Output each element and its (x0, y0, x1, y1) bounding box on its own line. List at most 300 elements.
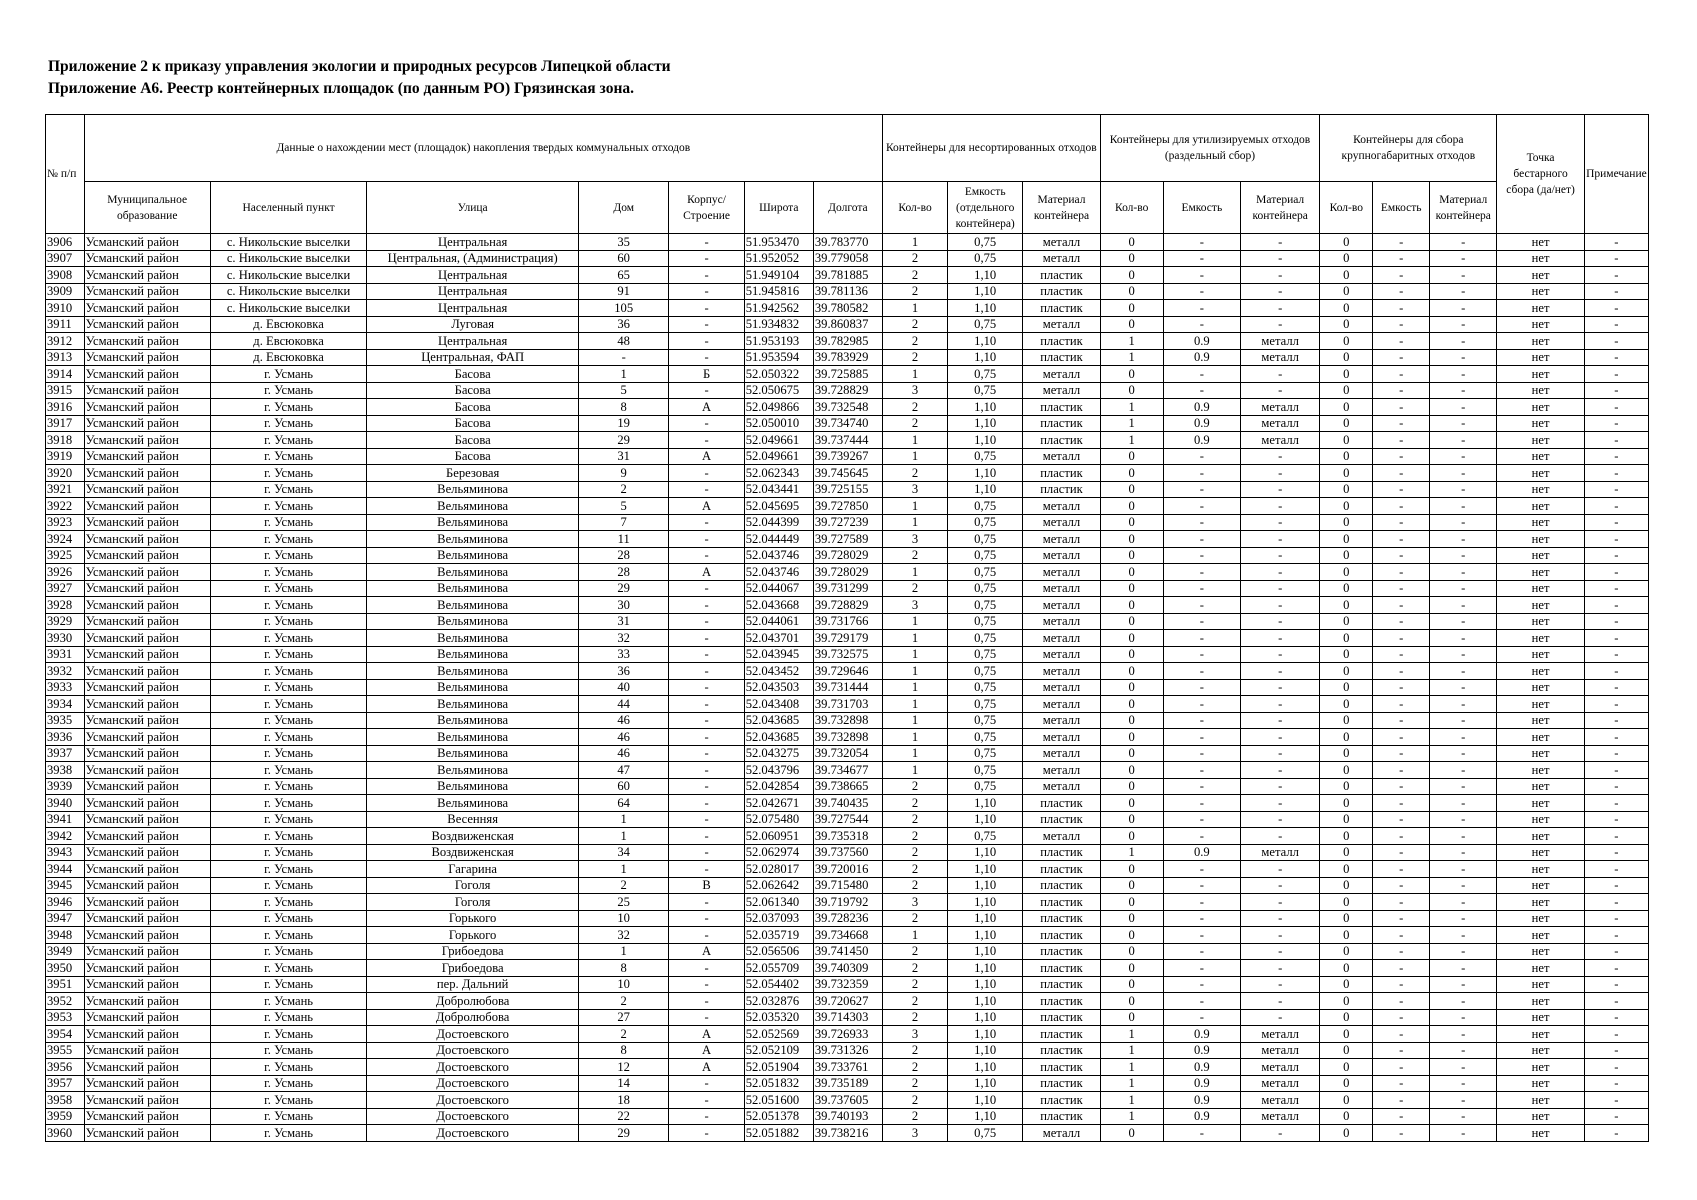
cell-bagless: нет (1497, 1042, 1584, 1059)
cell-bulky-capacity: - (1373, 679, 1430, 696)
cell-unsorted-material: пластик (1023, 795, 1100, 812)
cell-house: 32 (578, 630, 669, 647)
cell-municipality: Усманский район (84, 811, 210, 828)
cell-bagless: нет (1497, 267, 1584, 284)
cell-settlement: г. Усмань (210, 828, 367, 845)
cell-num: 3907 (46, 250, 85, 267)
cell-bulky-count: 0 (1320, 828, 1373, 845)
cell-longitude: 39.720016 (813, 861, 882, 878)
cell-unsorted-capacity: 1,10 (948, 432, 1023, 449)
cell-bulky-material: - (1430, 696, 1497, 713)
cell-municipality: Усманский район (84, 861, 210, 878)
cell-unsorted-capacity: 1,10 (948, 415, 1023, 432)
cell-unsorted-capacity: 0,75 (948, 828, 1023, 845)
cell-bulky-count: 0 (1320, 960, 1373, 977)
cell-bagless: нет (1497, 613, 1584, 630)
cell-unsorted-material: пластик (1023, 877, 1100, 894)
cell-bagless: нет (1497, 762, 1584, 779)
cell-recycled-capacity: 0.9 (1163, 333, 1240, 350)
cell-recycled-capacity: - (1163, 679, 1240, 696)
cell-bagless: нет (1497, 465, 1584, 482)
cell-settlement: г. Усмань (210, 861, 367, 878)
cell-street: Вельяминова (367, 564, 579, 581)
cell-settlement: г. Усмань (210, 663, 367, 680)
cell-unsorted-material: металл (1023, 663, 1100, 680)
cell-street: Басова (367, 366, 579, 383)
cell-unsorted-count: 2 (883, 547, 948, 564)
cell-house: 29 (578, 1125, 669, 1142)
cell-unsorted-capacity: 1,10 (948, 1042, 1023, 1059)
header-bulky-count: Кол-во (1320, 182, 1373, 234)
cell-bulky-count: 0 (1320, 1108, 1373, 1125)
cell-latitude: 52.060951 (744, 828, 813, 845)
cell-unsorted-capacity: 1,10 (948, 943, 1023, 960)
cell-recycled-material: - (1240, 861, 1319, 878)
cell-recycled-material: - (1240, 613, 1319, 630)
table-row (46, 861, 1649, 878)
cell-bagless: нет (1497, 250, 1584, 267)
cell-bagless: нет (1497, 778, 1584, 795)
cell-num: 3949 (46, 943, 85, 960)
cell-municipality: Усманский район (84, 910, 210, 927)
cell-bulky-material: - (1430, 745, 1497, 762)
cell-building: Б (669, 366, 744, 383)
cell-longitude: 39.734677 (813, 762, 882, 779)
cell-unsorted-material: пластик (1023, 894, 1100, 911)
cell-recycled-count: 0 (1100, 498, 1163, 515)
cell-unsorted-material: пластик (1023, 861, 1100, 878)
table-row (46, 1125, 1649, 1142)
cell-settlement: г. Усмань (210, 927, 367, 944)
cell-municipality: Усманский район (84, 745, 210, 762)
table-row (46, 894, 1649, 911)
cell-bulky-count: 0 (1320, 894, 1373, 911)
cell-latitude: 52.043685 (744, 729, 813, 746)
cell-recycled-count: 0 (1100, 547, 1163, 564)
cell-municipality: Усманский район (84, 1108, 210, 1125)
cell-latitude: 51.953470 (744, 234, 813, 251)
cell-recycled-count: 0 (1100, 696, 1163, 713)
cell-note: - (1584, 745, 1648, 762)
cell-bagless: нет (1497, 547, 1584, 564)
table-row (46, 1059, 1649, 1076)
cell-longitude: 39.728029 (813, 547, 882, 564)
cell-unsorted-capacity: 1,10 (948, 927, 1023, 944)
cell-bulky-count: 0 (1320, 630, 1373, 647)
cell-recycled-capacity: 0.9 (1163, 1026, 1240, 1043)
cell-latitude: 52.075480 (744, 811, 813, 828)
cell-bulky-material: - (1430, 349, 1497, 366)
table-row (46, 910, 1649, 927)
cell-bulky-count: 0 (1320, 613, 1373, 630)
cell-unsorted-material: пластик (1023, 481, 1100, 498)
cell-settlement: с. Никольские выселки (210, 234, 367, 251)
cell-unsorted-capacity: 1,10 (948, 283, 1023, 300)
cell-bulky-material: - (1430, 1075, 1497, 1092)
cell-house: 2 (578, 877, 669, 894)
cell-building: - (669, 333, 744, 350)
cell-unsorted-material: металл (1023, 448, 1100, 465)
cell-building: - (669, 778, 744, 795)
cell-note: - (1584, 349, 1648, 366)
cell-bulky-count: 0 (1320, 564, 1373, 581)
cell-unsorted-capacity: 0,75 (948, 531, 1023, 548)
table-row (46, 795, 1649, 812)
cell-building: - (669, 465, 744, 482)
cell-recycled-capacity: - (1163, 630, 1240, 647)
cell-recycled-capacity: - (1163, 811, 1240, 828)
cell-longitude: 39.727544 (813, 811, 882, 828)
cell-bulky-count: 0 (1320, 712, 1373, 729)
cell-unsorted-count: 2 (883, 580, 948, 597)
cell-street: Вельяминова (367, 696, 579, 713)
cell-latitude: 52.062642 (744, 877, 813, 894)
cell-recycled-count: 1 (1100, 399, 1163, 416)
table-row (46, 696, 1649, 713)
cell-street: Достоевского (367, 1092, 579, 1109)
cell-recycled-material: металл (1240, 844, 1319, 861)
cell-bulky-material: - (1430, 1009, 1497, 1026)
cell-unsorted-capacity: 1,10 (948, 795, 1023, 812)
cell-recycled-material: металл (1240, 1075, 1319, 1092)
cell-settlement: г. Усмань (210, 960, 367, 977)
cell-note: - (1584, 844, 1648, 861)
cell-bulky-count: 0 (1320, 910, 1373, 927)
cell-bagless: нет (1497, 432, 1584, 449)
cell-municipality: Усманский район (84, 877, 210, 894)
cell-longitude: 39.783929 (813, 349, 882, 366)
cell-recycled-count: 0 (1100, 877, 1163, 894)
cell-building: - (669, 762, 744, 779)
cell-longitude: 39.732359 (813, 976, 882, 993)
cell-bulky-material: - (1430, 547, 1497, 564)
cell-unsorted-material: пластик (1023, 1042, 1100, 1059)
cell-bulky-material: - (1430, 762, 1497, 779)
header-bulky-group: Контейнеры для сбора крупногабаритных отходов (1320, 115, 1497, 182)
cell-bulky-capacity: - (1373, 910, 1430, 927)
cell-recycled-capacity: - (1163, 762, 1240, 779)
cell-unsorted-material: пластик (1023, 1059, 1100, 1076)
header-unsorted-count: Кол-во (883, 182, 948, 234)
cell-recycled-capacity: 0.9 (1163, 1042, 1240, 1059)
cell-note: - (1584, 432, 1648, 449)
cell-unsorted-count: 1 (883, 630, 948, 647)
cell-street: Вельяминова (367, 514, 579, 531)
cell-bulky-material: - (1430, 910, 1497, 927)
cell-bulky-material: - (1430, 580, 1497, 597)
cell-house: 31 (578, 448, 669, 465)
cell-unsorted-count: 3 (883, 382, 948, 399)
cell-settlement: г. Усмань (210, 580, 367, 597)
cell-num: 3912 (46, 333, 85, 350)
cell-bulky-count: 0 (1320, 432, 1373, 449)
cell-house: 5 (578, 498, 669, 515)
cell-bulky-count: 0 (1320, 234, 1373, 251)
cell-longitude: 39.720627 (813, 993, 882, 1010)
cell-recycled-capacity: 0.9 (1163, 432, 1240, 449)
cell-street: Гоголя (367, 877, 579, 894)
header-bulky-material: Материал контейнера (1430, 182, 1497, 234)
cell-recycled-material: - (1240, 679, 1319, 696)
cell-building: А (669, 943, 744, 960)
cell-bagless: нет (1497, 960, 1584, 977)
cell-municipality: Усманский район (84, 399, 210, 416)
cell-municipality: Усманский район (84, 382, 210, 399)
cell-bulky-count: 0 (1320, 993, 1373, 1010)
cell-house: 60 (578, 250, 669, 267)
cell-bulky-count: 0 (1320, 382, 1373, 399)
cell-bulky-material: - (1430, 333, 1497, 350)
cell-bulky-capacity: - (1373, 943, 1430, 960)
cell-recycled-count: 0 (1100, 910, 1163, 927)
cell-unsorted-capacity: 1,10 (948, 976, 1023, 993)
cell-recycled-count: 0 (1100, 597, 1163, 614)
table-row (46, 580, 1649, 597)
cell-longitude: 39.738216 (813, 1125, 882, 1142)
cell-recycled-capacity: - (1163, 696, 1240, 713)
cell-recycled-capacity: - (1163, 960, 1240, 977)
cell-street: Достоевского (367, 1059, 579, 1076)
cell-longitude: 39.781136 (813, 283, 882, 300)
cell-recycled-material: - (1240, 877, 1319, 894)
cell-settlement: г. Усмань (210, 894, 367, 911)
cell-bulky-material: - (1430, 679, 1497, 696)
cell-settlement: г. Усмань (210, 1042, 367, 1059)
cell-bulky-capacity: - (1373, 696, 1430, 713)
cell-recycled-capacity: - (1163, 646, 1240, 663)
cell-num: 3937 (46, 745, 85, 762)
cell-longitude: 39.783770 (813, 234, 882, 251)
cell-street: Басова (367, 382, 579, 399)
cell-house: 8 (578, 1042, 669, 1059)
cell-unsorted-material: металл (1023, 696, 1100, 713)
cell-building: А (669, 1059, 744, 1076)
cell-longitude: 39.734668 (813, 927, 882, 944)
cell-bulky-count: 0 (1320, 927, 1373, 944)
cell-unsorted-count: 2 (883, 976, 948, 993)
cell-building: - (669, 432, 744, 449)
cell-street: Басова (367, 448, 579, 465)
cell-recycled-count: 0 (1100, 564, 1163, 581)
cell-bulky-count: 0 (1320, 531, 1373, 548)
cell-recycled-capacity: - (1163, 531, 1240, 548)
cell-municipality: Усманский район (84, 564, 210, 581)
cell-building: В (669, 877, 744, 894)
cell-latitude: 52.051378 (744, 1108, 813, 1125)
cell-latitude: 51.953594 (744, 349, 813, 366)
cell-building: - (669, 250, 744, 267)
cell-latitude: 52.051832 (744, 1075, 813, 1092)
cell-municipality: Усманский район (84, 250, 210, 267)
cell-recycled-material: - (1240, 778, 1319, 795)
cell-latitude: 52.044449 (744, 531, 813, 548)
cell-municipality: Усманский район (84, 580, 210, 597)
cell-settlement: г. Усмань (210, 696, 367, 713)
cell-unsorted-material: пластик (1023, 465, 1100, 482)
cell-bagless: нет (1497, 646, 1584, 663)
cell-bulky-material: - (1430, 630, 1497, 647)
cell-unsorted-capacity: 1,10 (948, 910, 1023, 927)
cell-settlement: г. Усмань (210, 993, 367, 1010)
table-row (46, 1042, 1649, 1059)
cell-unsorted-capacity: 1,10 (948, 399, 1023, 416)
cell-building: А (669, 448, 744, 465)
cell-latitude: 52.043275 (744, 745, 813, 762)
cell-num: 3924 (46, 531, 85, 548)
cell-latitude: 51.949104 (744, 267, 813, 284)
cell-bulky-count: 0 (1320, 1009, 1373, 1026)
cell-municipality: Усманский район (84, 300, 210, 317)
cell-bulky-capacity: - (1373, 300, 1430, 317)
cell-street: Воздвиженская (367, 828, 579, 845)
cell-recycled-material: - (1240, 597, 1319, 614)
cell-recycled-count: 0 (1100, 300, 1163, 317)
cell-note: - (1584, 481, 1648, 498)
cell-bagless: нет (1497, 795, 1584, 812)
cell-bulky-capacity: - (1373, 712, 1430, 729)
cell-house: 40 (578, 679, 669, 696)
cell-note: - (1584, 531, 1648, 548)
cell-settlement: г. Усмань (210, 976, 367, 993)
cell-longitude: 39.745645 (813, 465, 882, 482)
cell-recycled-capacity: - (1163, 564, 1240, 581)
cell-bulky-capacity: - (1373, 745, 1430, 762)
cell-building: - (669, 1092, 744, 1109)
cell-unsorted-material: пластик (1023, 300, 1100, 317)
cell-unsorted-capacity: 1,10 (948, 1026, 1023, 1043)
cell-bulky-count: 0 (1320, 547, 1373, 564)
cell-bulky-material: - (1430, 828, 1497, 845)
cell-unsorted-material: пластик (1023, 399, 1100, 416)
cell-recycled-count: 0 (1100, 861, 1163, 878)
cell-settlement: г. Усмань (210, 498, 367, 515)
cell-latitude: 52.050675 (744, 382, 813, 399)
cell-house: 65 (578, 267, 669, 284)
cell-num: 3940 (46, 795, 85, 812)
cell-settlement: г. Усмань (210, 1075, 367, 1092)
cell-latitude: 51.953193 (744, 333, 813, 350)
cell-house: 1 (578, 811, 669, 828)
cell-recycled-count: 1 (1100, 432, 1163, 449)
cell-bagless: нет (1497, 943, 1584, 960)
cell-street: Горького (367, 910, 579, 927)
cell-bulky-count: 0 (1320, 795, 1373, 812)
cell-bulky-count: 0 (1320, 646, 1373, 663)
cell-bulky-material: - (1430, 498, 1497, 515)
header-building: Корпус/ Строение (669, 182, 744, 234)
cell-unsorted-count: 1 (883, 646, 948, 663)
cell-street: Басова (367, 399, 579, 416)
cell-recycled-count: 1 (1100, 1059, 1163, 1076)
cell-municipality: Усманский район (84, 613, 210, 630)
table-row (46, 448, 1649, 465)
cell-note: - (1584, 300, 1648, 317)
cell-bulky-capacity: - (1373, 993, 1430, 1010)
cell-latitude: 52.035719 (744, 927, 813, 944)
cell-recycled-count: 0 (1100, 1125, 1163, 1142)
cell-bulky-capacity: - (1373, 1108, 1430, 1125)
cell-bagless: нет (1497, 481, 1584, 498)
cell-latitude: 52.055709 (744, 960, 813, 977)
cell-bagless: нет (1497, 1059, 1584, 1076)
cell-bulky-capacity: - (1373, 663, 1430, 680)
cell-unsorted-count: 3 (883, 1026, 948, 1043)
cell-bulky-material: - (1430, 531, 1497, 548)
cell-num: 3916 (46, 399, 85, 416)
cell-unsorted-count: 1 (883, 514, 948, 531)
cell-recycled-material: - (1240, 729, 1319, 746)
cell-bulky-capacity: - (1373, 498, 1430, 515)
cell-house: 64 (578, 795, 669, 812)
cell-bagless: нет (1497, 415, 1584, 432)
cell-latitude: 52.042671 (744, 795, 813, 812)
cell-latitude: 52.050322 (744, 366, 813, 383)
cell-num: 3954 (46, 1026, 85, 1043)
cell-recycled-capacity: - (1163, 663, 1240, 680)
cell-note: - (1584, 778, 1648, 795)
cell-settlement: г. Усмань (210, 415, 367, 432)
cell-house: 9 (578, 465, 669, 482)
cell-unsorted-capacity: 0,75 (948, 1125, 1023, 1142)
cell-num: 3930 (46, 630, 85, 647)
cell-unsorted-capacity: 1,10 (948, 861, 1023, 878)
cell-settlement: г. Усмань (210, 844, 367, 861)
table-row (46, 382, 1649, 399)
cell-bulky-capacity: - (1373, 564, 1430, 581)
header-unsorted-material: Материал контейнера (1023, 182, 1100, 234)
cell-bagless: нет (1497, 1026, 1584, 1043)
cell-num: 3920 (46, 465, 85, 482)
cell-unsorted-capacity: 1,10 (948, 1075, 1023, 1092)
table-row (46, 762, 1649, 779)
cell-street: Вельяминова (367, 531, 579, 548)
cell-bagless: нет (1497, 1092, 1584, 1109)
cell-num: 3918 (46, 432, 85, 449)
cell-municipality: Усманский район (84, 960, 210, 977)
table-row (46, 300, 1649, 317)
cell-note: - (1584, 663, 1648, 680)
cell-bulky-count: 0 (1320, 877, 1373, 894)
cell-street: Достоевского (367, 1125, 579, 1142)
table-row (46, 316, 1649, 333)
cell-unsorted-count: 1 (883, 366, 948, 383)
cell-house: 1 (578, 861, 669, 878)
cell-bulky-count: 0 (1320, 1092, 1373, 1109)
cell-unsorted-capacity: 1,10 (948, 811, 1023, 828)
cell-settlement: г. Усмань (210, 778, 367, 795)
header-note: Примечание (1584, 115, 1648, 234)
cell-recycled-count: 0 (1100, 382, 1163, 399)
cell-unsorted-capacity: 0,75 (948, 663, 1023, 680)
cell-bulky-capacity: - (1373, 580, 1430, 597)
cell-note: - (1584, 861, 1648, 878)
cell-num: 3947 (46, 910, 85, 927)
cell-street: Центральная (367, 267, 579, 284)
cell-unsorted-material: металл (1023, 597, 1100, 614)
cell-recycled-material: - (1240, 828, 1319, 845)
cell-recycled-count: 1 (1100, 415, 1163, 432)
cell-unsorted-count: 2 (883, 960, 948, 977)
cell-bagless: нет (1497, 597, 1584, 614)
cell-longitude: 39.727589 (813, 531, 882, 548)
cell-unsorted-count: 2 (883, 1075, 948, 1092)
cell-longitude: 39.737605 (813, 1092, 882, 1109)
cell-recycled-capacity: - (1163, 498, 1240, 515)
cell-bagless: нет (1497, 910, 1584, 927)
cell-house: 44 (578, 696, 669, 713)
cell-house: 10 (578, 910, 669, 927)
cell-note: - (1584, 1009, 1648, 1026)
